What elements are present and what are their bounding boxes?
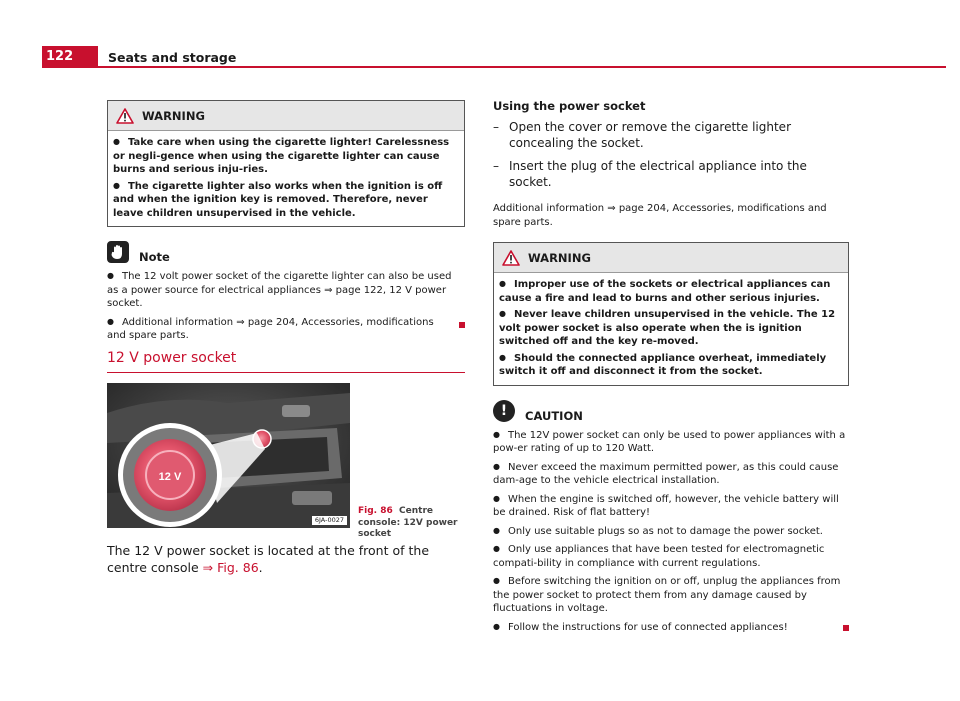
dash-marker: – xyxy=(493,159,499,173)
socket-label: 12 V xyxy=(158,471,182,483)
page-number: 122 xyxy=(42,46,98,68)
note-item: ● Additional information ⇒ page 204, Accessories, modifications and spare parts. xyxy=(107,316,437,343)
right-column xyxy=(493,99,849,634)
body-text: The 12 V power socket is located at the front of the centre console xyxy=(107,543,430,575)
caution-item-last xyxy=(493,621,849,635)
note-body xyxy=(107,270,465,343)
warning-item: ● The cigarette lighter also works when the ignition is off and when the ignition key is removed. Therefore, never leave children unsupervised in the vehicle. xyxy=(113,180,459,221)
subsection-heading: Using the power socket xyxy=(493,99,646,113)
figure-power-socket xyxy=(107,383,350,528)
warning-box-socket xyxy=(493,242,849,386)
warning-box-header xyxy=(108,101,464,131)
caution-item: ● Only use appliances that have been tested for electromagnetic compati-bility in compliance with current regulations. xyxy=(493,543,849,570)
note-header xyxy=(107,239,465,265)
warning-box-lighter xyxy=(107,100,465,227)
warning-box-body xyxy=(108,131,464,226)
step-text: Insert the plug of the electrical appliance into the socket. xyxy=(509,159,807,189)
page-header-title: Seats and storage xyxy=(108,50,237,65)
figure-caption-ref: Fig. 86 xyxy=(358,506,393,516)
warning-item: ● Take care when using the cigarette lighter! Carelessness or negli-gence when using the cigarette lighter can cause burns and serious inju-ries. xyxy=(113,136,459,177)
warning-item: ● Should the connected appliance overheat, immediately switch it off and disconnect it from the socket. xyxy=(499,352,843,379)
additional-info: Additional information ⇒ page 204, Accessories, modifications and spare parts. xyxy=(493,203,827,228)
caution-body xyxy=(493,429,849,635)
warning-title: WARNING xyxy=(528,250,591,265)
figure-caption xyxy=(358,506,468,541)
warning-box-header xyxy=(494,243,848,273)
figure-link[interactable]: ⇒ Fig. 86 xyxy=(202,560,259,575)
warning-item: ● Improper use of the sockets or electrical appliances can cause a fire and lead to burns and other serious injuries. xyxy=(499,278,843,305)
note-title: Note xyxy=(139,250,170,264)
caution-item: ● Only use suitable plugs so as not to damage the power socket. xyxy=(493,525,849,539)
section-end-marker xyxy=(459,322,465,328)
caution-item: ● When the engine is switched off, however, the vehicle battery will be drained. Risk of flat battery! xyxy=(493,493,849,520)
left-column xyxy=(107,100,465,343)
dash-marker: – xyxy=(493,120,499,134)
figure-caption-text: Centre console: 12V power socket xyxy=(358,506,458,539)
warning-item: ● Never leave children unsupervised in the vehicle. The 12 volt power socket is also operate when the is ignition switched off and the key re-moved. xyxy=(499,308,843,349)
warning-triangle-icon xyxy=(116,108,134,124)
warning-title: WARNING xyxy=(142,108,205,123)
figure-code: 6JA-0027 xyxy=(312,516,347,525)
caution-item: ● Before switching the ignition on or off, unplug the appliances from the power socket to protect them from any damage caused by fluctuations in voltage. xyxy=(493,575,849,616)
note-hand-icon xyxy=(107,241,129,263)
centre-console-illustration xyxy=(107,383,350,528)
caution-title: CAUTION xyxy=(525,408,583,423)
note-item-last xyxy=(107,316,465,343)
note-item: ● The 12 volt power socket of the cigarette lighter can also be used as a power source for electrical appliances ⇒ page 122, 12 V power socket. xyxy=(107,270,465,311)
body-end: . xyxy=(258,560,263,575)
caution-header xyxy=(493,398,849,424)
step-item xyxy=(493,119,849,151)
warning-box-body xyxy=(494,273,848,385)
step-text: Open the cover or remove the cigarette lighter concealing the socket. xyxy=(509,120,791,150)
caution-item: ● The 12V power socket can only be used to power appliances with a pow-er rating of up to 120 Watt. xyxy=(493,429,849,456)
caution-item: ● Follow the instructions for use of connected appliances! xyxy=(493,621,788,635)
body-paragraph xyxy=(107,542,465,576)
section-title: 12 V power socket xyxy=(107,350,465,373)
caution-exclamation-icon: ! xyxy=(493,400,515,422)
section-end-marker xyxy=(843,625,849,631)
caution-item: ● Never exceed the maximum permitted power, as this could cause dam-age to the vehicle electrical installation. xyxy=(493,461,849,488)
header-rule xyxy=(42,66,946,68)
step-item xyxy=(493,158,849,190)
warning-triangle-icon xyxy=(502,250,520,266)
